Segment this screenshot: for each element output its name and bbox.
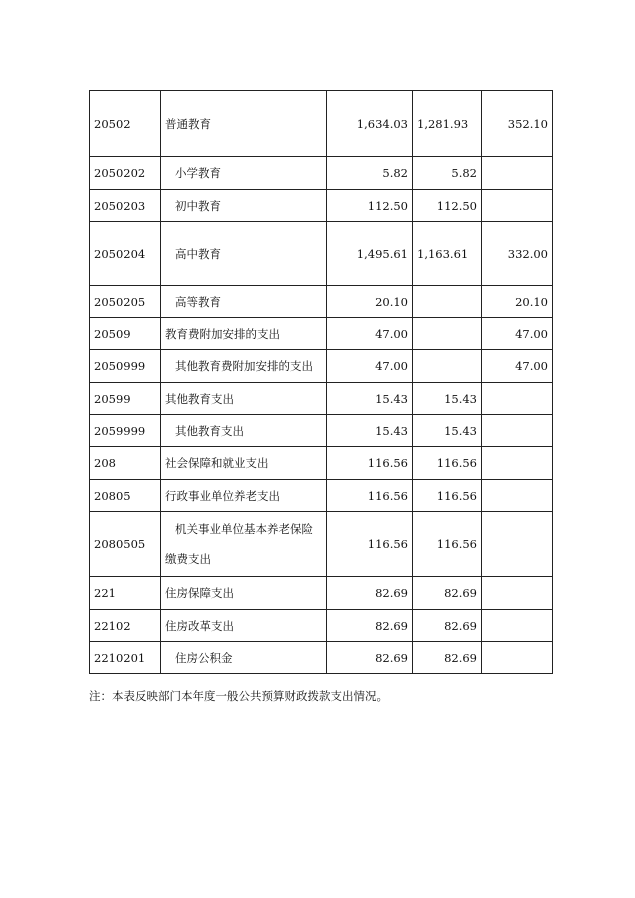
row-code (90, 610, 161, 642)
row-total-text: 5.82 (382, 166, 408, 180)
row-project (482, 610, 553, 642)
row-name (161, 610, 327, 642)
table-row (90, 350, 553, 383)
row-code (90, 190, 161, 222)
row-project (482, 642, 553, 674)
row-basic (413, 415, 482, 447)
row-code (90, 286, 161, 318)
row-total (327, 447, 413, 480)
table-row (90, 286, 553, 318)
row-total (327, 157, 413, 190)
row-basic-text: 82.69 (444, 650, 477, 665)
row-name (161, 91, 327, 157)
table-row (90, 642, 553, 674)
row-basic-text: 15.43 (444, 391, 477, 406)
row-code (90, 577, 161, 610)
row-name (161, 286, 327, 318)
row-basic (413, 157, 482, 190)
row-name-text: 住房公积金 (175, 650, 233, 665)
row-total-text: 1,634.03 (356, 116, 408, 131)
row-project (482, 318, 553, 350)
row-code-text: 22102 (94, 618, 131, 633)
row-basic-text: 82.69 (444, 618, 477, 633)
row-code (90, 222, 161, 286)
row-project-text: 352.10 (507, 116, 548, 131)
row-total (327, 480, 413, 512)
row-basic-text: 82.69 (444, 586, 477, 600)
row-name-text: 初中教育 (175, 198, 221, 213)
row-name (161, 447, 327, 480)
row-total (327, 415, 413, 447)
table-row (90, 318, 553, 350)
row-code (90, 512, 161, 577)
row-name-text: 行政事业单位养老支出 (165, 488, 280, 503)
row-name-text: 住房保障支出 (165, 586, 234, 600)
row-name-text: 高中教育 (175, 246, 221, 261)
row-name (161, 350, 327, 383)
row-total (327, 190, 413, 222)
row-project (482, 415, 553, 447)
row-total-text: 1,495.61 (356, 246, 408, 261)
row-name (161, 642, 327, 674)
row-code-text: 2080505 (94, 537, 146, 551)
row-name-text: 教育费附加安排的支出 (165, 326, 280, 341)
row-project (482, 383, 553, 415)
row-name (161, 480, 327, 512)
row-name-text: 高等教育 (175, 294, 221, 309)
table-note: 注：本表反映部门本年度一般公共预算财政拨款支出情况。 (89, 689, 388, 703)
row-code-text: 2050202 (94, 166, 146, 180)
row-name (161, 318, 327, 350)
row-basic (413, 610, 482, 642)
row-total-text: 47.00 (375, 359, 408, 373)
table-row (90, 383, 553, 415)
table-row (90, 610, 553, 642)
row-project (482, 190, 553, 222)
row-project (482, 577, 553, 610)
table-row (90, 480, 553, 512)
table-row (90, 415, 553, 447)
row-name-text: 其他教育费附加安排的支出 (175, 359, 313, 373)
row-name-text: 机关事业单位基本养老保险缴费支出 (165, 522, 313, 566)
row-code (90, 415, 161, 447)
row-basic-text: 116.56 (436, 488, 477, 503)
row-project (482, 350, 553, 383)
row-basic (413, 383, 482, 415)
row-project (482, 222, 553, 286)
row-name (161, 512, 327, 577)
row-basic-text: 116.56 (436, 537, 477, 551)
row-project (482, 157, 553, 190)
row-basic (413, 480, 482, 512)
row-name (161, 157, 327, 190)
row-basic-text: 1,163.61 (417, 246, 469, 261)
row-basic-text: 116.56 (436, 456, 477, 470)
row-total-text: 116.56 (367, 488, 408, 503)
row-code (90, 157, 161, 190)
row-code-text: 208 (94, 456, 116, 470)
row-basic (413, 350, 482, 383)
row-code-text: 20599 (94, 391, 131, 406)
row-basic (413, 512, 482, 577)
table-row (90, 577, 553, 610)
row-total-text: 112.50 (367, 198, 408, 213)
row-basic (413, 190, 482, 222)
table-row (90, 190, 553, 222)
row-name-text: 其他教育支出 (175, 423, 244, 438)
row-name (161, 415, 327, 447)
row-basic (413, 286, 482, 318)
row-code-text: 2050999 (94, 359, 146, 373)
row-code (90, 447, 161, 480)
table-row (90, 157, 553, 190)
row-basic (413, 642, 482, 674)
row-code-text: 20805 (94, 488, 131, 503)
row-total-text: 82.69 (375, 618, 408, 633)
row-code-text: 221 (94, 586, 116, 600)
row-code (90, 383, 161, 415)
row-name (161, 383, 327, 415)
expenditure-table (89, 90, 553, 674)
row-total (327, 286, 413, 318)
row-total-text: 47.00 (375, 326, 408, 341)
row-code-text: 2050204 (94, 246, 146, 261)
row-name-text: 其他教育支出 (165, 391, 234, 406)
row-code-text: 2059999 (94, 423, 146, 438)
row-total (327, 642, 413, 674)
row-basic (413, 222, 482, 286)
row-total (327, 577, 413, 610)
row-project (482, 480, 553, 512)
row-basic (413, 91, 482, 157)
row-basic (413, 577, 482, 610)
row-total-text: 116.56 (367, 456, 408, 470)
row-total (327, 610, 413, 642)
row-code (90, 91, 161, 157)
table-row (90, 222, 553, 286)
row-project (482, 512, 553, 577)
row-code-text: 2210201 (94, 650, 146, 665)
row-name-text: 小学教育 (175, 166, 221, 180)
row-basic-text: 15.43 (444, 423, 477, 438)
row-code-text: 20502 (94, 116, 131, 131)
row-total-text: 82.69 (375, 650, 408, 665)
row-total (327, 91, 413, 157)
row-basic-text: 5.82 (451, 166, 477, 180)
row-total-text: 15.43 (375, 423, 408, 438)
expenditure-table-body (90, 91, 553, 674)
row-code-text: 2050203 (94, 198, 146, 213)
row-basic-text: 112.50 (436, 198, 477, 213)
row-basic (413, 318, 482, 350)
table-row (90, 447, 553, 480)
row-code-text: 2050205 (94, 294, 146, 309)
row-project-text: 20.10 (515, 294, 548, 309)
row-code (90, 480, 161, 512)
row-project-text: 332.00 (507, 246, 548, 261)
row-total-text: 15.43 (375, 391, 408, 406)
row-project-text: 47.00 (515, 359, 548, 373)
row-total (327, 512, 413, 577)
row-total-text: 116.56 (367, 537, 408, 551)
row-total-text: 20.10 (375, 294, 408, 309)
row-project (482, 447, 553, 480)
row-project (482, 91, 553, 157)
row-name-text: 社会保障和就业支出 (165, 456, 269, 470)
row-total-text: 82.69 (375, 586, 408, 600)
row-code-text: 20509 (94, 326, 131, 341)
row-project-text: 47.00 (515, 326, 548, 341)
table-row (90, 512, 553, 577)
row-name-text: 普通教育 (165, 116, 211, 131)
row-name (161, 577, 327, 610)
table-row (90, 91, 553, 157)
row-total (327, 350, 413, 383)
row-basic-text: 1,281.93 (417, 116, 469, 131)
row-basic (413, 447, 482, 480)
row-name-text: 住房改革支出 (165, 618, 234, 633)
row-name (161, 190, 327, 222)
row-total (327, 383, 413, 415)
row-name (161, 222, 327, 286)
row-project (482, 286, 553, 318)
row-total (327, 222, 413, 286)
row-code (90, 350, 161, 383)
row-total (327, 318, 413, 350)
row-code (90, 642, 161, 674)
row-code (90, 318, 161, 350)
